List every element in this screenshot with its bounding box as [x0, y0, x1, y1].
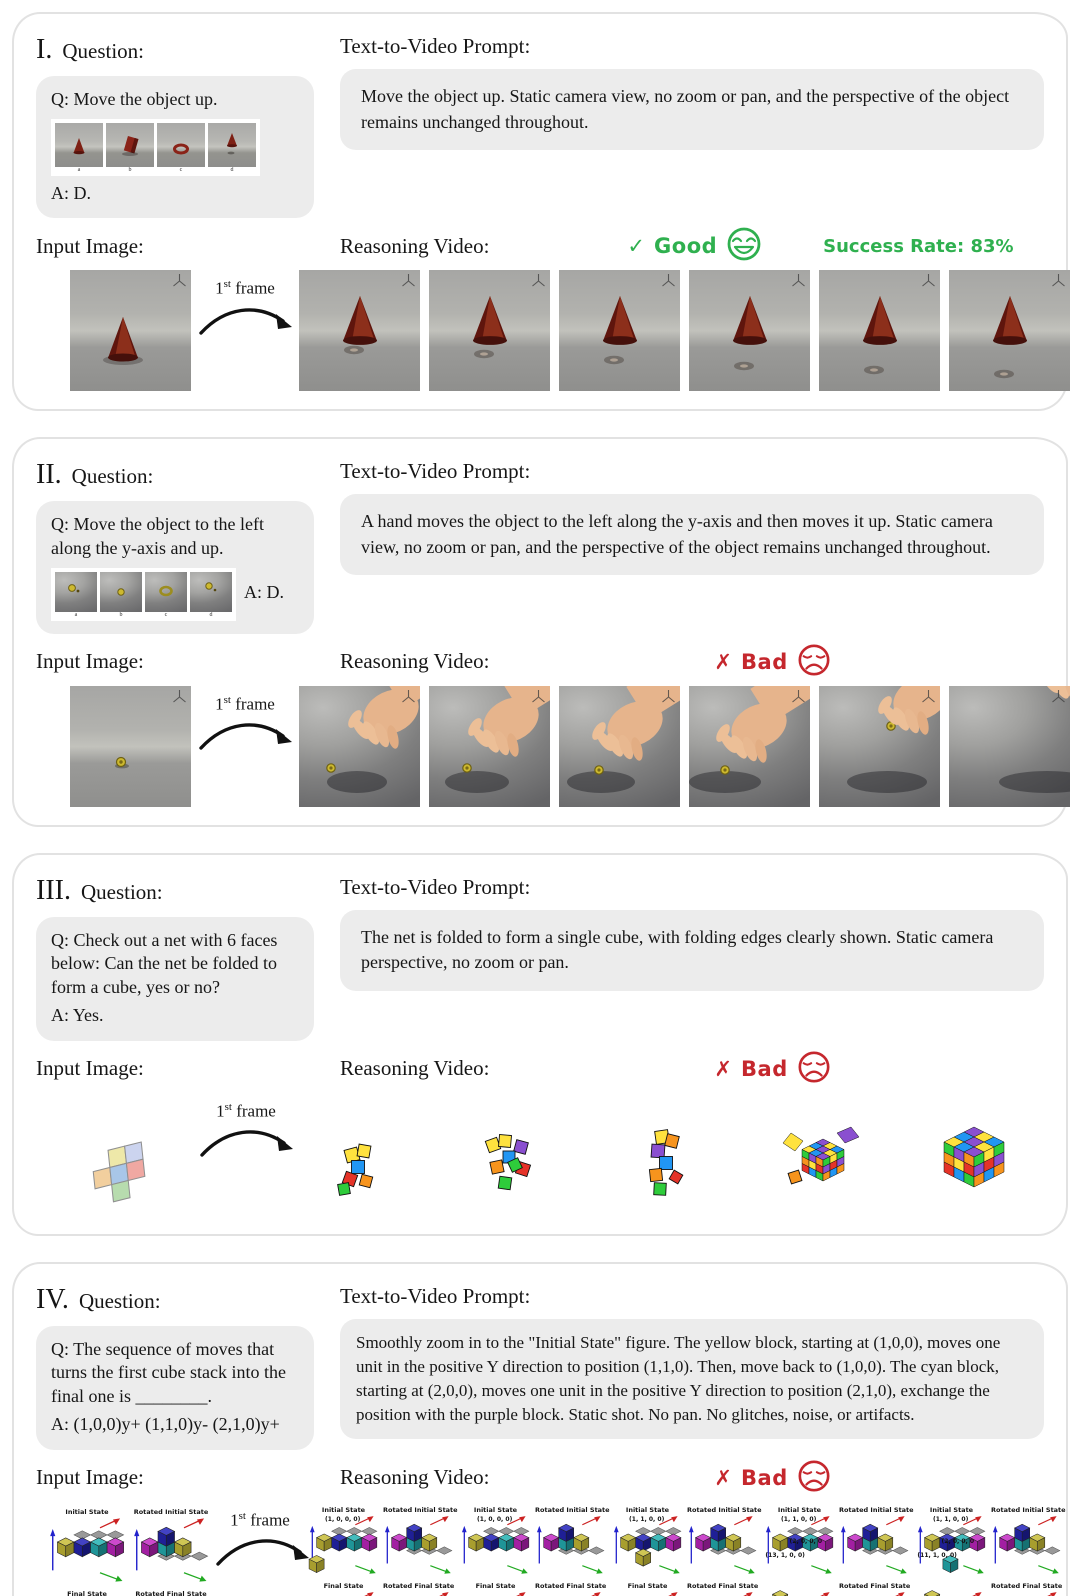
reasoning-video-frames	[308, 1502, 1066, 1596]
option-image-d	[208, 123, 256, 167]
option-letters: a b c d	[77, 166, 234, 173]
stack-label: Initial State	[929, 1505, 974, 1514]
option-image-d	[190, 572, 232, 612]
cube-stack-svg	[460, 1590, 531, 1596]
stack-label: Rotated Final State	[991, 1582, 1063, 1591]
axes-icon	[921, 273, 936, 293]
input-image-label: Input Image:	[36, 233, 144, 258]
curved-arrow-icon	[196, 1150, 296, 1167]
verdict-label: Bad	[741, 1056, 788, 1081]
stack-coord: (2, 0, 0, 0	[789, 1537, 823, 1545]
video-frame	[689, 270, 810, 391]
axes-icon	[531, 273, 546, 293]
stack-coord: (2, 0, 0, 0	[941, 1537, 975, 1545]
options-strip	[51, 568, 236, 621]
cube-stack-svg	[991, 1590, 1062, 1596]
stack-label: Rotated Initial State	[133, 1507, 209, 1516]
cube-stack-svg	[916, 1590, 987, 1596]
stack-label: Rotated Initial State	[687, 1505, 762, 1514]
first-frame-arrow	[212, 1502, 308, 1578]
axes-icon	[1051, 689, 1066, 709]
video-frame	[300, 1121, 425, 1216]
cube-stack-svg	[132, 1516, 210, 1585]
options-strip	[51, 119, 260, 176]
cube-stack-svg	[687, 1514, 758, 1576]
video-frame	[759, 1121, 884, 1216]
axes-icon	[661, 689, 676, 709]
cube-stack-svg	[612, 1590, 683, 1596]
stack-quadrant	[48, 1590, 126, 1596]
first-frame-note: 1st frame	[230, 1509, 290, 1530]
reasoning-video-label: Reasoning Video:	[340, 1056, 490, 1081]
cube-stack-svg	[687, 1590, 758, 1596]
panel-3-question-col	[36, 869, 314, 1041]
first-frame-arrow	[192, 1093, 300, 1169]
stack-quadrant	[48, 1508, 126, 1590]
stack-label: Rotated Final State	[687, 1582, 759, 1591]
curved-arrow-svg	[195, 301, 295, 341]
option-image-c	[145, 572, 187, 612]
net-svg	[81, 1137, 181, 1209]
stack-label: Final State	[475, 1582, 516, 1591]
stack-label: Rotated Initial State	[383, 1505, 458, 1514]
option-image-b	[100, 572, 142, 612]
video-frame	[689, 686, 810, 807]
video-frame	[460, 1505, 610, 1596]
question-header	[36, 875, 314, 907]
prompt-box: Move the object up. Static camera view, no zoom or pan, and the perspective of the object remains unchanged throughout.	[340, 69, 1044, 150]
first-frame-arrow	[191, 686, 299, 762]
sad-face-icon	[797, 1050, 831, 1088]
input-image	[48, 1508, 212, 1596]
stack-label: Initial State	[321, 1505, 366, 1514]
cube-stack-svg	[991, 1514, 1062, 1576]
stack-quadrant	[839, 1505, 914, 1581]
panel-numeral: III.	[36, 874, 71, 906]
stack-label: Rotated Final State	[535, 1582, 607, 1591]
video-frame	[912, 1121, 1037, 1216]
verdict-label: Good	[654, 234, 718, 259]
prompt-label: Text-to-Video Prompt:	[340, 874, 531, 899]
video-frame	[559, 270, 680, 391]
question-box	[36, 76, 314, 218]
panel-2-top	[36, 453, 1044, 633]
panel-4	[12, 1262, 1068, 1596]
video-frame	[559, 686, 680, 807]
stack-quadrant	[132, 1590, 210, 1596]
option-image-a	[55, 123, 103, 167]
question-box	[36, 917, 314, 1041]
axes-icon	[401, 273, 416, 293]
stack-quadrant	[308, 1582, 379, 1596]
answer-text: A: Yes.	[51, 1004, 104, 1025]
input-image	[70, 686, 191, 807]
video-frame	[606, 1121, 731, 1216]
curved-arrow-svg	[212, 1532, 312, 1572]
panel-4-question-col	[36, 1278, 314, 1450]
stack-quadrant	[991, 1582, 1062, 1596]
panel-3-top	[36, 869, 1044, 1041]
input-image-label: Input Image:	[36, 649, 144, 674]
panel-2-bottom-head	[36, 646, 1044, 678]
success-rate: Success Rate: 83%	[823, 235, 1014, 257]
input-image-label: Input Image:	[36, 1465, 144, 1490]
stack-label: Rotated Final State	[383, 1582, 455, 1591]
stack-quadrant	[535, 1582, 606, 1596]
input-image	[70, 1093, 192, 1214]
prompt-box: Smoothly zoom in to the "Initial State" figure. The yellow block, starting at (1,0,0), moves one unit in the positive Y direction to position (1,1,0). Then, move back to (1,0,0). The cyan block, starting at (2,0,0), moves one unit in the positive Y direction to position (2,1,0), exchange the position with the purple block. Static shot. No pan. No glitches, noise, or artifacts.	[340, 1319, 1044, 1440]
answer-text: A: D.	[244, 581, 284, 602]
prompt-label: Text-to-Video Prompt:	[340, 459, 531, 484]
prompt-label: Text-to-Video Prompt:	[340, 1283, 531, 1308]
prompt-box: A hand moves the object to the left along the y-axis and then moves it up. Static camera view, no zoom or pan, and the perspective of the object remains unchanged throughout.	[340, 494, 1044, 575]
cube-stack-svg	[764, 1514, 835, 1576]
cross-icon: ✗	[714, 649, 733, 674]
cube-stack-svg	[839, 1590, 910, 1596]
axes-icon	[921, 689, 936, 709]
video-frame	[764, 1505, 914, 1596]
cross-icon: ✗	[714, 1465, 733, 1490]
stack-coord: (1, 1, 0, 0)	[629, 1515, 665, 1523]
answer-text: A: D.	[51, 182, 91, 203]
stack-quadrant	[460, 1582, 531, 1596]
cube-stack-svg	[612, 1514, 683, 1576]
cube-stack-svg	[839, 1514, 910, 1576]
verdict-badge	[714, 1459, 830, 1497]
stack-label: Final State	[627, 1582, 668, 1591]
panel-1-prompt-col	[340, 28, 1044, 218]
cube-stack-svg	[764, 1590, 835, 1596]
video-frame	[429, 270, 550, 391]
sad-face-icon	[797, 1459, 831, 1497]
axes-icon	[661, 273, 676, 293]
question-text: Q: The sequence of moves that turns the first cube stack into the final one is ________.	[51, 1338, 286, 1407]
reasoning-video-label: Reasoning Video:	[340, 233, 490, 258]
stack-quadrant	[991, 1505, 1066, 1581]
video-frame	[949, 270, 1070, 391]
sad-face-icon	[797, 643, 831, 681]
verdict-badge	[714, 1050, 830, 1088]
stack-quadrant	[612, 1506, 683, 1581]
panel-3-bottom-head	[36, 1053, 1044, 1085]
video-frame	[453, 1121, 578, 1216]
stack-quadrant	[308, 1506, 379, 1581]
stack-coord: (1, 0, 0, 0)	[477, 1515, 513, 1523]
axes-icon	[172, 689, 187, 709]
panel-1-top	[36, 28, 1044, 218]
video-frame	[819, 270, 940, 391]
question-label: Question:	[78, 1288, 161, 1313]
cube-stack-svg	[383, 1514, 454, 1576]
stack-quadrant	[460, 1506, 531, 1581]
panel-3-images	[36, 1093, 1044, 1216]
stack-label: Rotated Initial State	[991, 1505, 1066, 1514]
stack-label: Initial State	[473, 1505, 518, 1514]
panel-3-prompt-col	[340, 869, 1044, 1041]
video-frame	[819, 686, 940, 807]
option-image-b	[106, 123, 154, 167]
option-letters: a b c d	[74, 611, 213, 618]
reasoning-video-label: Reasoning Video:	[340, 649, 490, 674]
stack-quadrant	[383, 1582, 454, 1596]
video-frame	[308, 1505, 458, 1596]
stack-label	[764, 1582, 835, 1590]
check-icon: ✓	[627, 234, 646, 259]
input-image	[70, 270, 191, 391]
stack-quadrant	[687, 1582, 758, 1596]
reasoning-video-frames	[299, 270, 1070, 391]
answer-text: A: (1,0,0)y+ (1,1,0)y- (2,1,0)y+	[51, 1413, 280, 1434]
stack-quadrant	[687, 1505, 762, 1581]
prompt-box: The net is folded to form a single cube, with folding edges clearly shown. Static camera perspective, no zoom or pan.	[340, 910, 1044, 991]
verdict-badge	[627, 226, 1013, 266]
stack-label	[916, 1582, 987, 1590]
panel-numeral: II.	[36, 459, 62, 491]
stack-coord: (1, 0, 0, 0)	[325, 1515, 361, 1523]
stack-coord: (13, 1, 0, 0)	[765, 1551, 805, 1559]
question-label: Question:	[71, 464, 154, 489]
stack-quadrant	[764, 1582, 835, 1596]
first-frame-arrow	[191, 270, 299, 346]
question-text: Q: Move the object to the left along the y-axis and up.	[51, 514, 264, 558]
question-header	[36, 1284, 314, 1316]
cube-stack-svg	[535, 1514, 606, 1576]
panel-4-bottom-head	[36, 1462, 1044, 1494]
curved-arrow-icon	[212, 1559, 312, 1576]
question-header	[36, 459, 314, 491]
panel-3	[12, 853, 1068, 1236]
stack-label: Initial State	[777, 1505, 822, 1514]
cube-stack-svg	[916, 1514, 987, 1576]
panel-1-bottom-head	[36, 230, 1044, 262]
curved-arrow-icon	[195, 328, 295, 345]
reasoning-video-label: Reasoning Video:	[340, 1465, 490, 1490]
axes-icon	[791, 273, 806, 293]
stack-coord: (1, 1, 0, 0)	[933, 1515, 969, 1523]
stack-label: Initial State	[65, 1507, 109, 1516]
reasoning-video-frames	[299, 686, 1070, 807]
stack-quadrant	[132, 1508, 210, 1590]
stack-label: Rotated Final State	[839, 1582, 911, 1591]
video-frame	[299, 270, 420, 391]
panel-4-prompt-col	[340, 1278, 1044, 1450]
panel-2-prompt-col	[340, 453, 1044, 633]
panel-4-top	[36, 1278, 1044, 1450]
stack-label: Final State	[323, 1582, 364, 1591]
stack-coord: (11, 1, 0, 0)	[917, 1551, 957, 1559]
panel-numeral: IV.	[36, 1283, 69, 1315]
verdict-label: Bad	[741, 1465, 788, 1490]
stack-label: Rotated Initial State	[535, 1505, 610, 1514]
panel-1-question-col	[36, 28, 314, 218]
first-frame-note: 1st frame	[215, 693, 275, 714]
cube-net-image	[81, 1137, 181, 1214]
verdict-label: Bad	[741, 649, 788, 674]
axes-icon	[1051, 273, 1066, 293]
cross-icon: ✗	[714, 1056, 733, 1081]
video-frame	[949, 686, 1070, 807]
cube-stack-svg	[535, 1590, 606, 1596]
stack-quadrant	[839, 1582, 910, 1596]
cube-stack-svg	[460, 1514, 531, 1576]
cube-stack-svg	[308, 1590, 379, 1596]
stack-quadrant	[535, 1505, 610, 1581]
stack-coord: (1, 1, 0, 0)	[781, 1515, 817, 1523]
happy-face-icon	[726, 226, 762, 266]
question-label: Question:	[62, 39, 144, 63]
panel-2	[12, 437, 1068, 826]
question-box	[36, 1326, 314, 1450]
panel-4-images	[36, 1502, 1066, 1596]
question-text: Q: Check out a net with 6 faces below: Can the net be folded to form a cube, yes or no?	[51, 929, 278, 998]
video-frame	[612, 1505, 762, 1596]
option-image-a	[55, 572, 97, 612]
axes-icon	[172, 273, 187, 293]
prompt-label: Text-to-Video Prompt:	[340, 34, 531, 58]
panel-numeral: I.	[36, 34, 53, 65]
question-header	[36, 34, 314, 66]
verdict-badge	[714, 643, 830, 681]
question-text: Q: Move the object up.	[51, 89, 218, 109]
stack-label: Rotated Final State	[135, 1590, 207, 1596]
panel-2-images	[36, 686, 1044, 807]
stack-label: Final State	[67, 1590, 107, 1596]
first-frame-note: 1st frame	[216, 1100, 276, 1121]
cube-stack-svg	[48, 1516, 126, 1585]
first-frame-note: 1st frame	[215, 278, 275, 298]
axes-icon	[401, 689, 416, 709]
video-frame	[916, 1505, 1066, 1596]
question-box	[36, 501, 314, 633]
cube-stack-svg	[383, 1590, 454, 1596]
video-frame	[429, 686, 550, 807]
stack-quadrant	[916, 1582, 987, 1596]
curved-arrow-svg	[195, 716, 295, 756]
video-frame	[299, 686, 420, 807]
reasoning-video-frames	[300, 1093, 1037, 1216]
stack-quadrant	[916, 1506, 987, 1581]
axes-icon	[531, 689, 546, 709]
stack-label: Rotated Initial State	[839, 1505, 914, 1514]
panel-2-question-col	[36, 453, 314, 633]
cube-stack-svg	[308, 1514, 379, 1576]
panel-1-images	[36, 270, 1044, 391]
question-label: Question:	[80, 879, 163, 904]
option-image-c	[157, 123, 205, 167]
stack-quadrant	[764, 1506, 835, 1581]
panel-1	[12, 12, 1068, 411]
stack-label: Initial State	[625, 1505, 670, 1514]
axes-icon	[791, 689, 806, 709]
curved-arrow-icon	[195, 743, 295, 760]
stack-quadrant	[612, 1582, 683, 1596]
stack-quadrant	[383, 1505, 458, 1581]
input-image-label: Input Image:	[36, 1056, 144, 1081]
curved-arrow-svg	[196, 1123, 296, 1163]
